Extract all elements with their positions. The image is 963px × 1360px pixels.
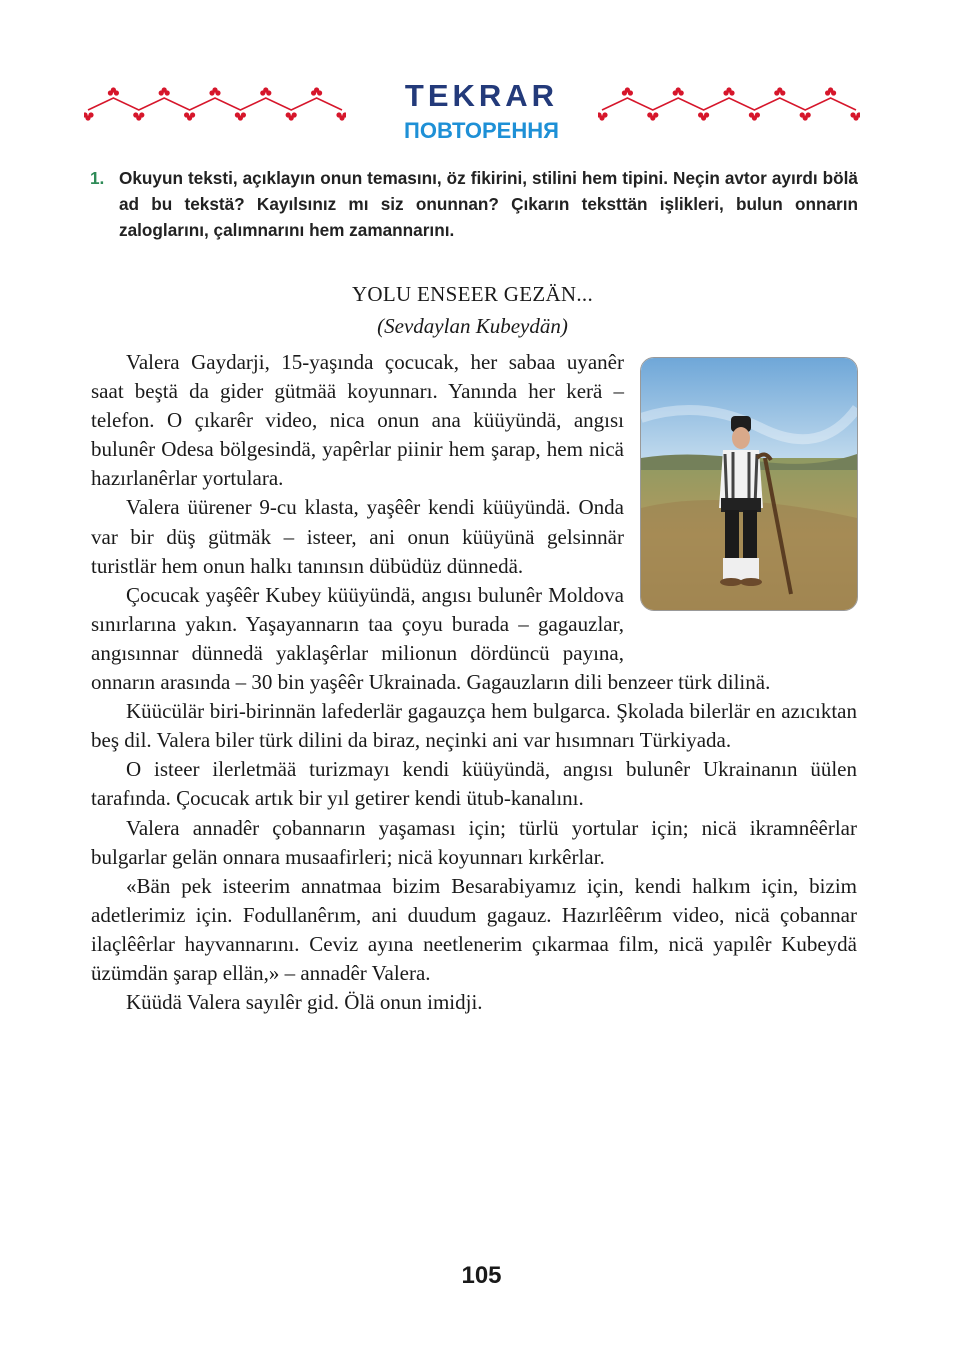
story-paragraph-5: O isteer ilerletmää turizmayı kendi küüyündä, angısı bulunêr Ukrainanın üülen tarafında. Çocucak artık bir yıl getirer kendi ütub-kanalını. [91,757,857,811]
story-paragraph-4: Küücülär biri-birinnän lafederlär gagauzça hem bulgarca. Şkolada bilerlär en azıcıktan beş dil. Valera biler türk dilini da biraz, neçinki ani var hısımnarı Türkiyada. [91,699,857,753]
story-paragraph-6: Valera annadêr çobannarın yaşaması için; türlü yortular için; nicä ikramnêêrlar bulgarlar gelän onnara musaafirleri; nicä koyunnarı kırkêrlar. [91,815,857,869]
story-paragraph-1: Valera Gaydarji, 15-yaşında çocucak, her sabaa uyanêr saat beştä da gider gütmää koyunnarı. Yanında her kerä – telefon. O çıkarêr video, nica onun ana küüyündä, angısı bulunêr Odesa bölgesindä, yapêrlar piinir hem şarap, hem nicä hazırlanêrlar yortulara. [91,350,624,491]
task-text: Okuyun teksti, açıklayın onun temasını, öz fikirini, stilini hem tipini. Neçin avtor ayırdı bölä ad bu tekstä? Kayılsınız mı siz onunnan? Çıkarın teksttän işlikleri, bulun onnarın zaloglarını, çalımnarını hem zamannarını. [119,168,858,240]
section-subtitle: ПОВТОРЕННЯ [404,118,559,143]
story-author: (Sevdaylan Kubeydän) [377,314,568,338]
task-number: 1. [90,168,105,188]
story-body [91,348,857,1017]
story-paragraph-2: Valera üürener 9-cu klasta, yaşêêr kendi küüyündä. Onda var bir düş gütmäk – isteer, ani onun küüyünä gelsinnär turistlär hem onun halkı tanınsın dübüdüz dünnedä. [91,495,624,578]
page-number: 105 [461,1262,502,1289]
section-title: TEKRAR [404,78,559,113]
story-paragraph-3: Çocucak yaşêêr Kubey küüyündä, angısı bulunêr Moldova sınırlarına yakın. Yaşayannarın taa çoyu burada – gagauzlar, angısınnar dünnedä yaklaşêrlar milionun dördüncü payına, onnarın arasında – 30 bin yaşêêr Ukrainada. Gagauzların dili benzeer türk dilinä. [91,582,771,695]
story-paragraph-8: Küüdä Valera sayılêr gid. Ölä onun imidji. [126,990,483,1015]
story-title: YOLU ENSEER GEZÄN... [351,282,594,306]
story-paragraph-7: «Bän pek isteerim annatmaa bizim Besarabiyamız için, kendi halkım için, bizim adetlerimiz için. Fodullanêrım, ani duudum gagauz. Hazırlêêrım video, nicä çobannar ilaçlêêrlar hayvannarını. Ceviz ayına neetlenerim çıkarmaa film, nicä yapılêr Kubeydä üzümdän şarap ellän,» – annadêr Valera. [91,873,857,985]
photo-spacer [624,348,857,646]
task-instruction [90,165,858,243]
